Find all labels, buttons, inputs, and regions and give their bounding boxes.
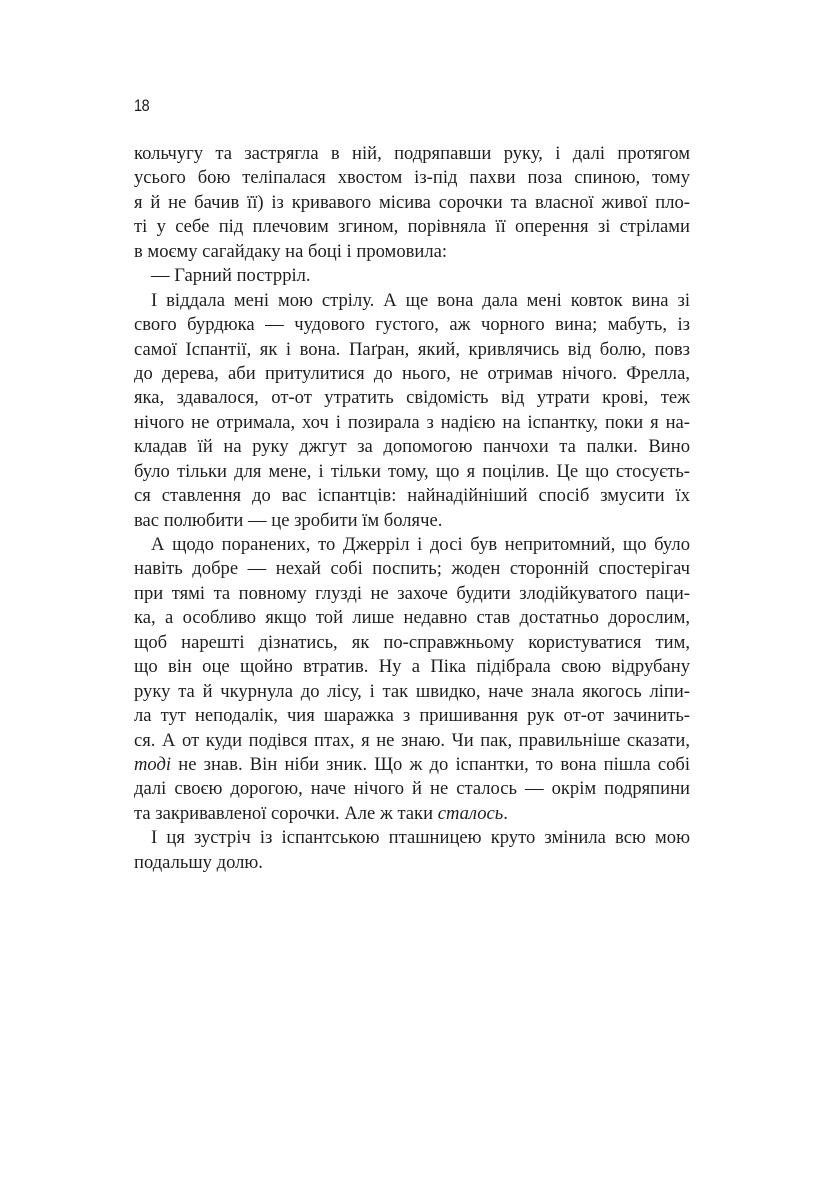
text-line: ті у себе під плечовим згином, порівняла її оперення зі стрілами [134, 216, 690, 238]
text-line: вас полюбити — це зробити їм боляче. [134, 509, 443, 531]
paragraph-start-line: І ця зустріч із іспантською пташницею круто змінила всю мою [151, 827, 690, 849]
text-line: ла тут неподалік, чия шаражка з пришивання рук от-от зачинить- [134, 705, 690, 727]
body-text [134, 142, 690, 875]
text-line: я й не бачив її) із кривавого місива сорочки та власної живої пло- [134, 191, 690, 213]
paragraph-start-line: І віддала мені мою стрілу. А ще вона дала мені ковток вина зі [151, 289, 690, 311]
text-line: що він оце щойно втратив. Ну а Піка підібрала свою відрубану [134, 656, 690, 678]
text-line: кладав їй на руку джгут за допомогою панчохи та палки. Вино [134, 436, 690, 458]
text-line: далі своєю дорогою, наче нічого й не сталось — окрім подряпини [134, 778, 690, 800]
text-line: ся ставлення до вас іспантців: найнадійніший спосіб змусити їх [134, 485, 690, 507]
text-line: руку та й чкурнула до лісу, і так швидко, наче знала якогось ліпи- [134, 680, 690, 702]
text-line: усього бою теліпалася хвостом із-під пахви поза спиною, тому [134, 167, 690, 189]
page-number: 18 [134, 96, 150, 115]
text-line: свого бурдюка — чудового густого, аж чорного вина; мабуть, із [134, 314, 690, 336]
text-line: нічого не отримала, хоч і позирала з надією на іспантку, поки я на- [134, 411, 690, 433]
text-line: щоб нарешті дізнатись, як по-справжньому користуватися тим, [134, 631, 690, 653]
text-line [134, 802, 690, 826]
italic-word: тоді [134, 753, 172, 775]
text-line: до дерева, аби притулитися до нього, не отримав нічого. Фрелла, [134, 362, 690, 384]
text-fragment: . [503, 802, 508, 824]
dialogue-line: — Гарний пострріл. [151, 265, 311, 287]
text-line [134, 753, 690, 777]
text-line: самої Іспантії, як і вона. Паґран, який, кривлячись від болю, повз [134, 338, 690, 360]
text-line: ся. А от куди подівся птах, я не знаю. Чи пак, правильніше сказати, [134, 729, 690, 751]
text-line: подальшу долю. [134, 851, 263, 873]
text-line: навіть добре — нехай собі поспить; жоден сторонній спостерігач [134, 558, 690, 580]
paragraph-start-line: А щодо поранених, то Джерріл і досі був непритомний, що було [151, 534, 690, 555]
text-line: яка, здавалося, от-от утратить свідомість від утрати крові, теж [134, 387, 690, 409]
text-line: в моєму сагайдаку на боці і промовила: [134, 240, 448, 262]
text-line: було тільки для мене, і тільки тому, що я поцілив. Це що стосуєть- [134, 460, 690, 482]
text-fragment: та закривавленої сорочки. Але ж таки [134, 802, 438, 824]
text-fragment: не знав. Він ніби зник. Що ж до іспантки, то вона пішла собі [171, 753, 690, 775]
italic-word: сталось [437, 802, 504, 824]
text-line: кольчугу та застрягла в ній, подряпавши руку, і далі протягом [134, 143, 690, 164]
text-line: при тямі та повному глузді не захоче будити злодійкуватого паци- [134, 582, 690, 604]
text-line: ка, а особливо якщо той лише недавно став достатньо дорослим, [134, 607, 690, 629]
